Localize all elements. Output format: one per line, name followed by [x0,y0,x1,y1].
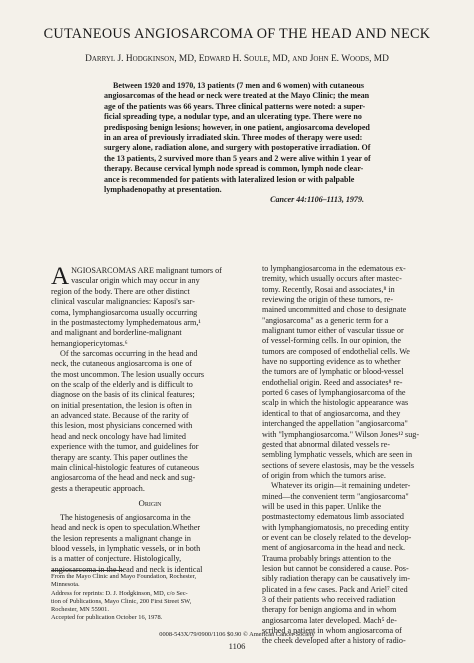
text-line: Rochester, MN 55901. [51,606,109,614]
text-line: diagnose on the basis of its clinical features; [51,390,195,400]
left-column [51,263,249,575]
text-line: or event can be closely related to the develop- [262,532,412,542]
text-line: is a matter of conjecture. Histologically, [51,554,182,564]
text-line: angiosarcoma of the head and neck and sug- [51,473,196,483]
text-line: experience with the tumor, and guidelines for [51,442,199,452]
text-line: "angiosarcoma" as a generic term for a [262,315,389,325]
text-line: on initial presentation, the lesion is often in [51,400,192,410]
text-line: surgery alone, radiation alone, and surgery with postoperative irradiation. Of [104,143,371,153]
text-line: hemangiopericytomas.⁶ [51,338,128,348]
text-line: malignant tumor either of vascular tissue or [262,326,404,336]
text-line: region of the body. There are other distinct [51,287,190,296]
text-line: blood vessels, in lymphatic vessels, or in both [51,543,201,553]
text-line: will be used in this paper. Unlike the [262,501,382,511]
paragraph [51,287,249,349]
text-line: plicated in a few cases. Pack and Ariel⁷ cited [262,584,408,594]
text-line: ment of angiosarcoma in the head and neck. [262,543,406,553]
article-authors: Darryl J. Hodgkinson, MD, Edward H. Soule, MD, and John E. Woods, MD [85,54,389,64]
text-line: ported 6 cases of lymphangiosarcoma of the [262,388,406,398]
abstract [104,81,424,206]
text-line: to lymphangiosarcoma in the edematous ex- [262,264,406,273]
text-line: tremity, which usually occurs after mastec- [262,274,402,284]
text-line: in an area of previously irradiated skin. Three modes of therapy were used: [104,132,363,142]
text-line: mained uncommitted and chose to designate [262,305,407,315]
text-line: Of the sarcomas occurring in the head and [60,349,198,359]
text-line: Accepted for publication October 16, 1978. [51,614,163,622]
text-line: vascular origin which may occur in any [71,276,200,286]
text-line: sections of severe elastosis, may be the vessels [262,460,415,470]
text-line: coma, lymphangiosarcoma usually occurring [51,307,198,317]
text-line: with lymphangiomatosis, no preceding entity [262,522,409,532]
text-line: the cheek developed after a history of radio- [262,636,406,646]
text-line: 3 of their patients who received radiation [262,595,396,604]
text-line: therapy for benign angioma and in whom [262,605,397,615]
text-line: an advanced state. Because of the rarity of [51,411,189,421]
text-line: the most uncommon. The lesion usually occurs [51,369,205,379]
abstract-text [104,81,424,195]
text-line: and malignant and borderline-malignant [51,328,182,338]
right-column [262,264,463,647]
text-line: sibly radiation therapy can be causatively im- [262,574,411,584]
text-line: neck, the cutaneous angiosarcoma is one of [51,359,193,369]
text-line: Address for reprints: D. J. Hodgkinson, MD, c/o Sec- [51,589,188,597]
paragraph [262,264,463,481]
article-title: CUTANEOUS ANGIOSARCOMA OF THE HEAD AND NECK [43,26,431,42]
text-line: reviewing the origin of these tumors, re- [262,295,394,305]
text-line: therapy are scanty. This paper outlines the [51,452,188,462]
text-line: tion of Publications, Mayo Clinic, 200 First Street SW, [51,597,192,605]
text-line: Between 1920 and 1970, 13 patients (7 men and 6 women) with cutaneous [113,81,365,90]
text-line: gested that abnormal dilated vessels re- [262,439,390,449]
footnotes [51,570,249,623]
section-heading-origin: Origin [138,497,162,508]
abstract-citation: Cancer 44:1106–1113, 1979. [270,195,364,205]
text-line: angiosarcoma in the head and neck is identical [51,564,203,574]
text-line: ance is recommended for patients with lateralized lesion or with palpable [104,174,355,184]
text-line: therapy. Because cervical lymph node spread is common, lymph node clear- [104,164,364,174]
copyright-line: 0008-543X/79/0900/1106 $0.90 © American Cancer Society [159,631,315,638]
text-line: interchanged the appellation "angiosarcoma" [262,419,408,429]
text-line: the 13 patients, 2 survived more than 5 years and 2 were alive within 1 year of [104,153,371,163]
text-line: angiosarcoma later developed. Mach⁵ de- [262,615,397,625]
text-line: this lesion, most physicians concerned with [51,421,193,431]
text-line: of vessel-forming cells. In our opinion, the [262,336,401,346]
footnote-text [51,573,249,623]
text-line: clinical vascular malignancies: Kaposi's sar- [51,297,195,307]
text-line: have no supporting evidence as to whether [262,357,401,367]
text-line: the lesion represents a malignant change in [51,533,191,543]
text-line: in the postmastectomy lymphedematous arm,¹ [51,318,201,328]
text-line: ficial spreading type, a nodular type, and an ulcerating type. There were no [104,112,362,122]
text-line: head and neck oncology have had limited [51,431,186,441]
text-line: tumors are composed of endothelial cells. We [262,346,410,356]
paragraph [262,481,463,647]
text-line: tomy. Recently, Rosai and associates,⁸ in [262,284,395,294]
text-line: lymphadenopathy at presentation. [104,184,222,194]
text-line: identical to that of angiosarcoma, and they [262,408,401,418]
text-line: lesion but cannot be considered a cause. Pos- [262,563,409,573]
text-line: mined—the convenient term "angiosarcoma" [262,491,409,501]
text-line: head and neck is open to speculation.Whether [51,523,201,533]
text-line: main clinical-histologic features of cutaneous [51,462,200,472]
text-line: the tumors are of lymphatic or blood-vessel [262,367,404,377]
text-line: Whatever its origin—it remaining undeter- [271,481,411,491]
text-line: postmastectomy edematous limb associated [262,512,404,522]
text-line: predisposing benign lesions; however, in one patient, angiosarcoma developed [104,122,370,132]
text-line: scribed a patient in whom angiosarcoma of [262,626,402,636]
text-line: From the Mayo Clinic and Mayo Foundation, Rochester, [51,573,197,580]
text-line: angiosarcomas of the head or neck were treated at the Mayo Clinic; the mean [104,91,370,101]
text-line: Trauma probably brings attention to the [262,553,392,563]
text-line: sembling lymphatic vessels, which are seen in [262,450,413,460]
footnote-rule [51,570,123,571]
text-line: Minnesota. [51,581,80,589]
text-line: gests a therapeutic approach. [51,483,145,493]
text-line: of origin from which the tumors arise. [262,470,386,480]
text-line: on the scalp of the elderly and is difficult to [51,380,193,390]
text-line: endothelial origin. Reed and associates⁸ re- [262,377,403,387]
text-line: with "lymphangiosarcoma." Wilson Jones¹² sug- [262,429,420,439]
text-line: NGIOSARCOMAS ARE malignant tumors of [71,266,222,275]
paragraph [51,513,249,575]
paragraph [51,349,249,494]
page-number: 1106 [228,641,246,651]
intro-paragraph [51,263,249,349]
text-line: The histogenesis of angiosarcoma in the [60,512,191,522]
drop-cap: A [51,263,70,290]
text-line: scalp in which the histologic appearance was [262,398,409,408]
text-line: age of the patients was 66 years. Three clinical patterns were noted: a super- [104,101,366,111]
